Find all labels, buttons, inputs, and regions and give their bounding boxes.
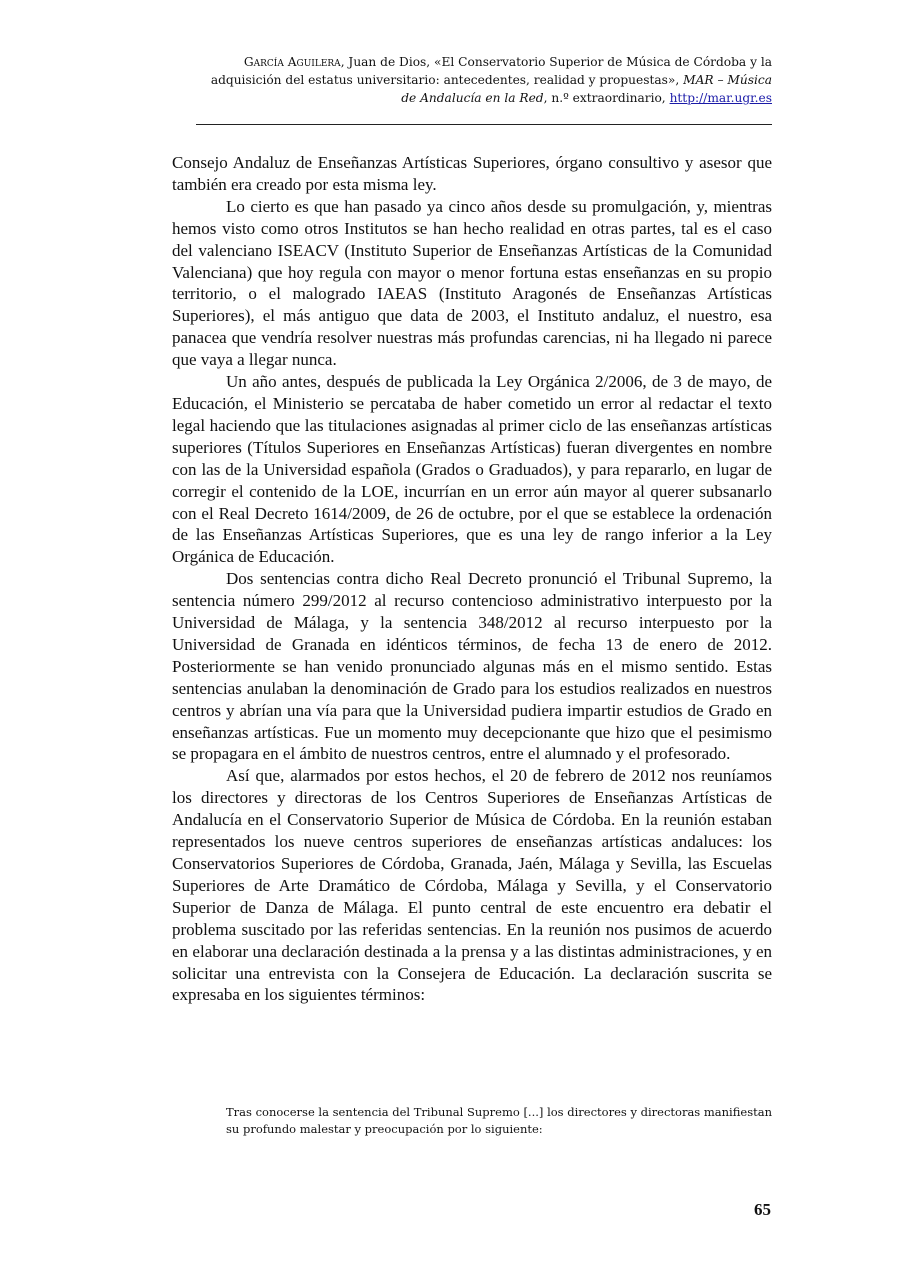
header-rule — [196, 124, 772, 125]
header-issue: , n.º extraordinario, — [543, 91, 670, 105]
paragraph: Lo cierto es que han pasado ya cinco años desde su promulgación, y, mientras hemos visto como otros Institutos se han hecho realidad en otras partes, tal es el caso del valenciano ISEACV (Instituto Superior de Enseñanzas Artísticas de la Comunidad Valenciana) que hoy regula con mayor o menor fortuna estas enseñanzas en su propio territorio, o el malogrado IAEAS (Instituto Aragonés de Enseñanzas Artísticas Superiores), el más antiguo que data de 2003, el Instituto andaluz, el nuestro, esa panacea que vendría resolver nuestras más profundas carencias, ni ha llegado ni parece que vaya a llegar nunca. — [172, 196, 772, 370]
paragraph: Así que, alarmados por estos hechos, el 20 de febrero de 2012 nos reuníamos los directores y directoras de los Centros Superiores de Enseñanzas Artísticas de Andalucía en el Conservatorio Superior de Música de Córdoba. En la reunión estaban representados los nueve centros superiores de enseñanzas artísticas andaluces: los Conservatorios Superiores de Córdoba, Granada, Jaén, Málaga y Sevilla, las Escuelas Superiores de Arte Dramático de Córdoba, Málaga y Sevilla, y el Conservatorio Superior de Danza de Málaga. El punto central de este encuentro era debatir el problema suscitado por las referidas sentencias. En la reunión nos pusimos de acuerdo en elaborar una declaración destinada a la prensa y a las distintas administraciones, y en solicitar una entrevista con la Consejera de Educación. La declaración suscrita se expresaba en los siguientes términos: — [172, 766, 772, 1005]
header-journal: MAR – Música de Andalucía en la Red — [401, 73, 772, 105]
paragraph: Consejo Andaluz de Enseñanzas Artísticas Superiores, órgano consultivo y asesor que también era creado por esta misma ley. — [172, 153, 772, 194]
block-quote: Tras conocerse la sentencia del Tribunal Supremo [...] los directores y directoras manifiestan su profundo malestar y preocupación por lo siguiente: — [226, 1105, 772, 1136]
page-number: 65 — [754, 1200, 771, 1219]
header-citation-line1: , Juan de Dios, «El Conservatorio Superior de Música de Córdoba y la — [340, 55, 772, 69]
paragraph: Dos sentencias contra dicho Real Decreto pronunció el Tribunal Supremo, la sentencia número 299/2012 al recurso contencioso administrativo interpuesto por la Universidad de Málaga, y la sentencia 348/2012 al recurso interpuesto por la Universidad de Granada en idénticos términos, de fecha 13 de enero de 2012. Posteriormente se han venido pronunciado algunas más en el mismo sentido. Estas sentencias anulaban la denominación de Grado para los estudios realizados en nuestros centros y abrían una vía para que la Universidad pudiera impartir estudios de Grado en enseñanzas artísticas. Fue un momento muy decepcionante que hizo que el pesimismo se propagara en el ámbito de nuestros centros, entre el alumnado y el profesorado. — [172, 569, 772, 764]
header-author: García Aguilera — [243, 55, 341, 69]
header-citation-line2: adquisición del estatus universitario: antecedentes, realidad y propuestas», — [210, 73, 684, 87]
paragraph: Un año antes, después de publicada la Ley Orgánica 2/2006, de 3 de mayo, de Educación, el Ministerio se percataba de haber cometido un error al redactar el texto legal haciendo que las titulaciones asignadas al primer ciclo de las enseñanzas artísticas superiores (Títulos Superiores en Enseñanzas Artísticas) fueran divergentes en nombre con las de la Universidad española (Grados o Graduados), y para repararlo, en lugar de corregir el contenido de la LOE, incurrían en un error aún mayor al querer subsanarlo con el Real Decreto 1614/2009, de 26 de octubre, por el que se establece la ordenación de las Enseñanzas Artísticas Superiores, que es una ley de rango inferior a la Ley Orgánica de Educación. — [172, 372, 772, 567]
running-header — [196, 53, 772, 107]
body-text — [172, 152, 772, 1006]
header-url-link[interactable]: http://mar.ugr.es — [669, 91, 772, 105]
